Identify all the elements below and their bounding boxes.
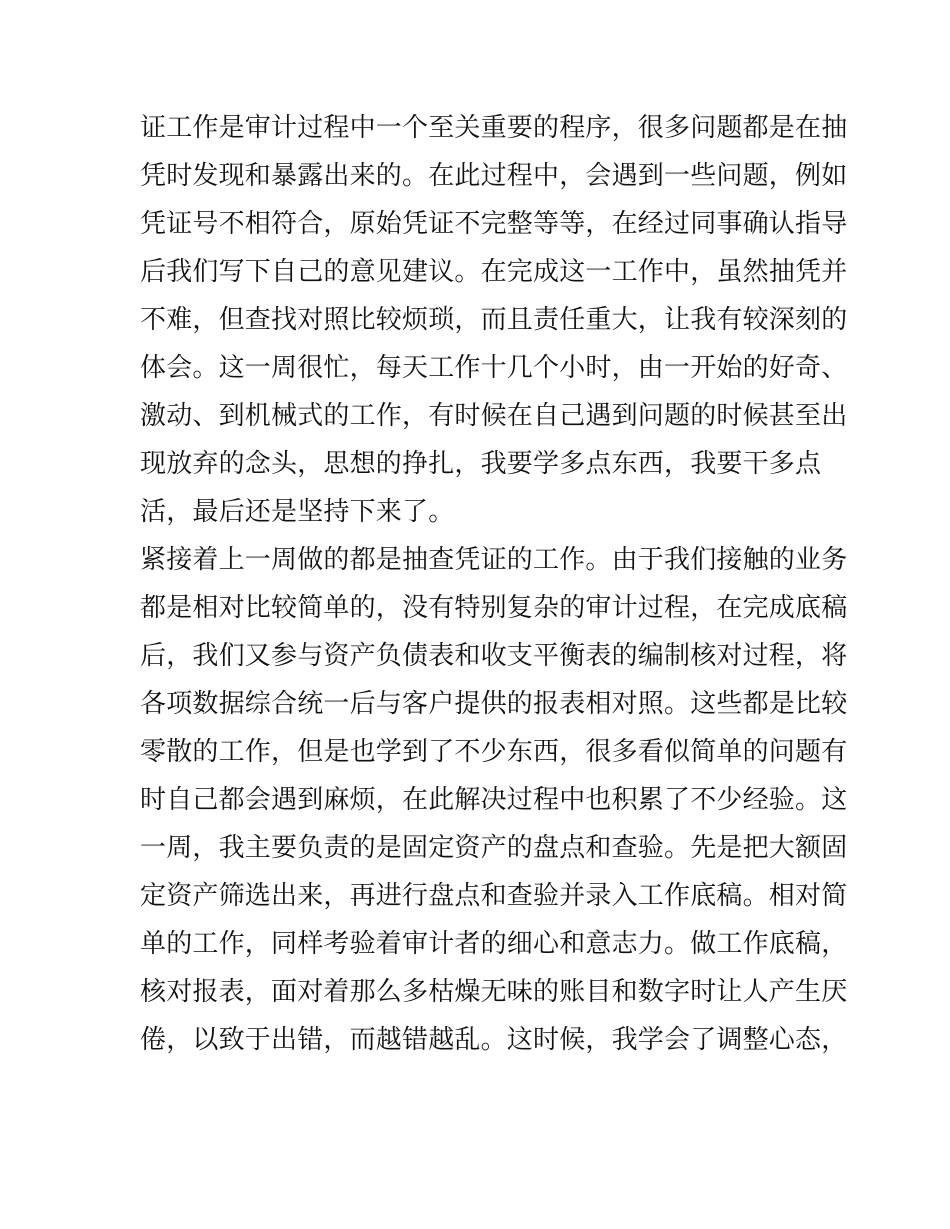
text-line: 紧接着上一周做的都是抽查凭证的工作。由于我们接触的业务 [140, 545, 848, 575]
text-line: 后，我们又参与资产负债表和收支平衡表的编制核对过程，将 [140, 641, 848, 671]
text-line: 时自己都会遇到麻烦，在此解决过程中也积累了不少经验。这 [140, 785, 848, 815]
text-line: 倦，以致于出错，而越错越乱。这时候，我学会了调整心态， [140, 1025, 848, 1055]
text-line: 一周，我主要负责的是固定资产的盘点和查验。先是把大额固 [140, 833, 848, 863]
text-line: 凭证号不相符合，原始凭证不完整等等，在经过同事确认指导 [140, 209, 848, 239]
text-line: 各项数据综合统一后与客户提供的报表相对照。这些都是比较 [140, 689, 848, 719]
text-line: 单的工作，同样考验着审计者的细心和意志力。做工作底稿， [140, 929, 848, 959]
text-line: 零散的工作，但是也学到了不少东西，很多看似简单的问题有 [140, 737, 848, 767]
text-line: 证工作是审计过程中一个至关重要的程序，很多问题都是在抽 [140, 113, 848, 143]
text-line: 现放弃的念头，思想的挣扎，我要学多点东西，我要干多点 [140, 449, 822, 479]
text-line: 不难，但查找对照比较烦琐，而且责任重大，让我有较深刻的 [140, 305, 848, 335]
text-line: 核对报表，面对着那么多枯燥无味的账目和数字时让人产生厌 [140, 977, 848, 1007]
text-line: 激动、到机械式的工作，有时候在自己遇到问题的时候甚至出 [140, 401, 848, 431]
body-text [140, 104, 848, 1064]
text-line: 凭时发现和暴露出来的。在此过程中，会遇到一些问题，例如 [140, 161, 848, 191]
text-line: 定资产筛选出来，再进行盘点和查验并录入工作底稿。相对简 [140, 881, 848, 911]
text-line: 后我们写下自己的意见建议。在完成这一工作中，虽然抽凭并 [140, 257, 848, 287]
text-line: 体会。这一周很忙，每天工作十几个小时，由一开始的好奇、 [140, 353, 848, 383]
text-line: 都是相对比较简单的，没有特别复杂的审计过程，在完成底稿 [140, 593, 848, 623]
text-line: 活，最后还是坚持下来了。 [140, 497, 455, 527]
